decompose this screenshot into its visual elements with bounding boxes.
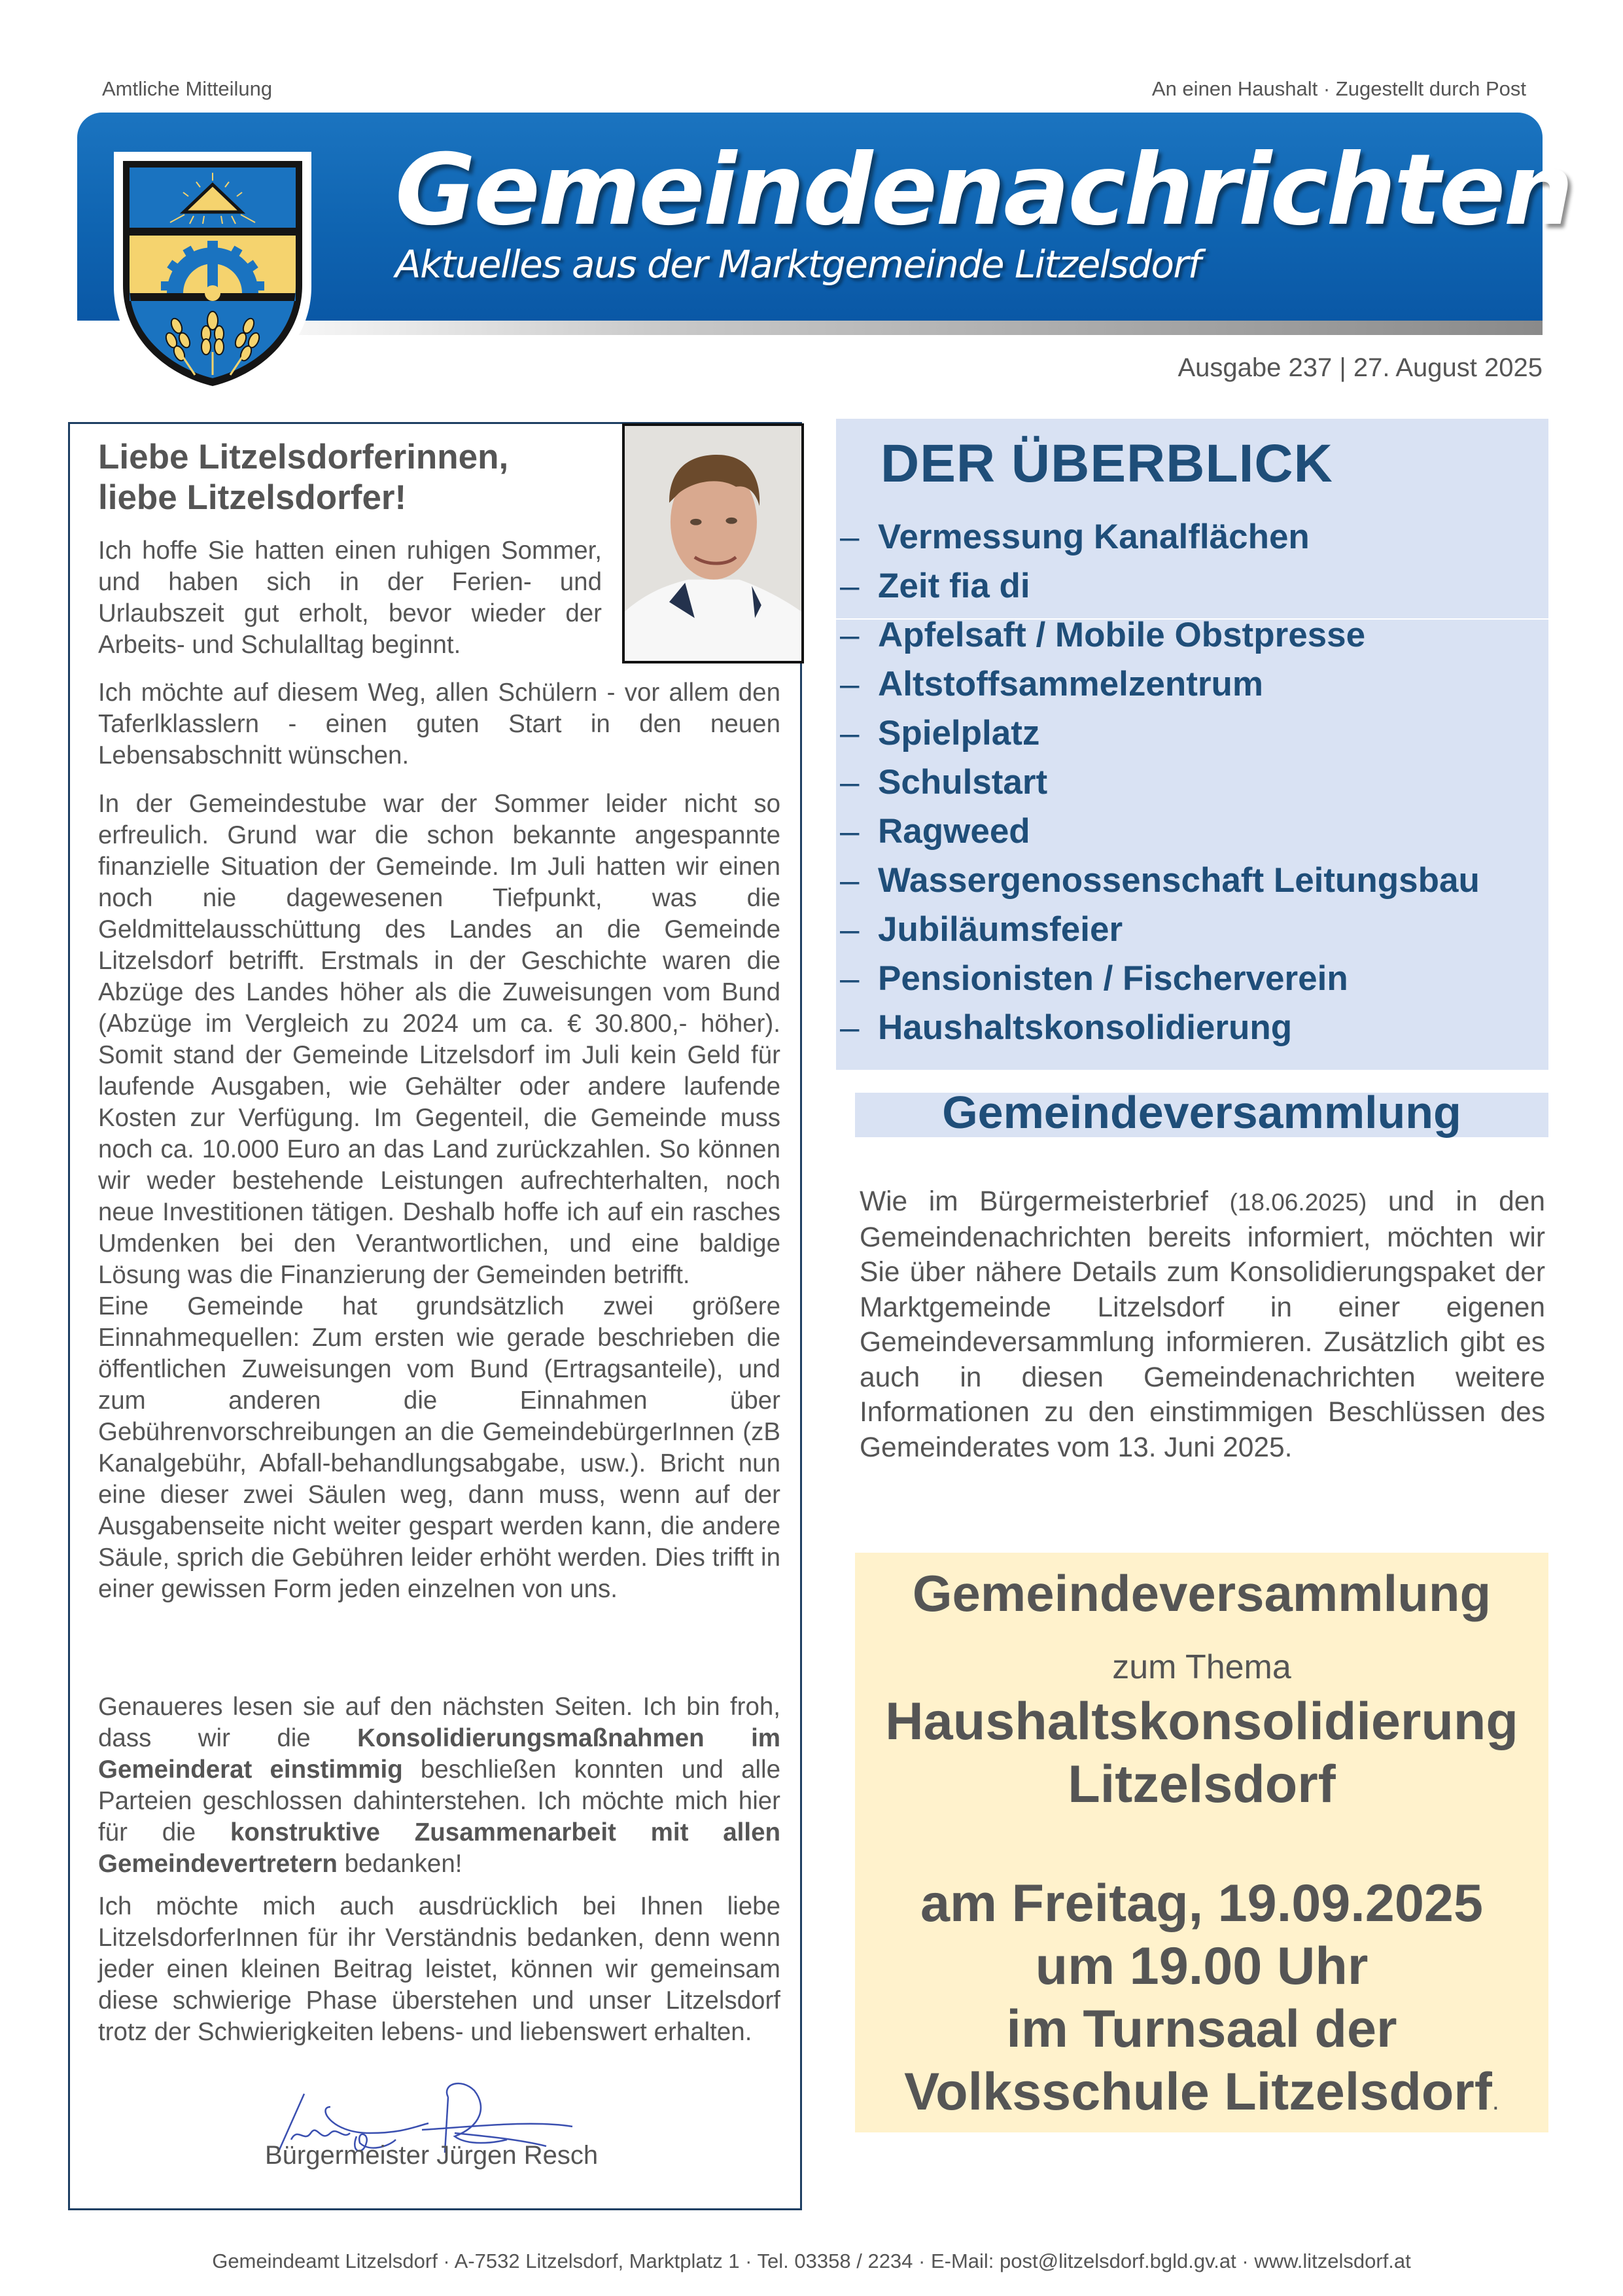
- letter-greeting: [98, 437, 608, 518]
- letter-paragraph-4: [98, 1691, 780, 1880]
- assembly-text: [860, 1184, 1545, 1465]
- p4-text-3: bedanken!: [337, 1850, 462, 1878]
- dash-bullet-icon: –: [840, 763, 860, 802]
- event-time: um 19.00 Uhr: [1035, 1937, 1369, 1996]
- overview-item: [840, 713, 1480, 762]
- delivery-note: An einen Haushalt · Zugestellt durch Post: [1151, 77, 1526, 100]
- event-topic-line-2: Litzelsdorf: [1068, 1755, 1336, 1814]
- dash-bullet-icon: –: [840, 665, 860, 703]
- footer-contact-line: Gemeindeamt Litzelsdorf · A-7532 Litzelsdorf, Marktplatz 1 · Tel. 03358 / 2234 · E-Mail: post@litzelsdorf.bgld.gv.at · www.litzelsdorf.at: [212, 2250, 1411, 2272]
- p4-text-2: beschließen konnten und alle Parteien geschlossen dahinterstehen. Ich möchte mich hier für die: [98, 1756, 781, 1846]
- overview-item: [840, 959, 1480, 1008]
- event-date: am Freitag, 19.09.2025: [920, 1874, 1484, 1933]
- overview-item-label: Pensionisten / Fischerverein: [878, 959, 1348, 998]
- overview-item: [840, 664, 1480, 713]
- overview-item-label: Altstoffsammelzentrum: [878, 665, 1263, 703]
- assembly-letter-date: (18.06.2025): [1229, 1189, 1367, 1216]
- overview-item: [840, 566, 1480, 615]
- overview-item: [840, 811, 1480, 860]
- assembly-text-a: Wie im Bürgermeisterbrief: [860, 1186, 1230, 1217]
- coat-of-arms-icon: [111, 149, 314, 398]
- newsletter-title: Gemeindenachrichten: [395, 133, 1572, 247]
- dash-bullet-icon: –: [840, 518, 860, 556]
- overview-list: [840, 517, 1480, 1057]
- event-announcement: [855, 1553, 1548, 2132]
- assembly-text-b: und in den Gemeindenachrichten bereits informiert, möchten wir Sie über nähere Details zum Konsolidierungspaket der Marktgemeinde Litzelsdorf in einer eigenen Gemeindeversammlung informieren. Zusätzlich gibt es auch in diesen Gemeindenachrichten weitere Informationen zu den einstimmigen Beschlüssen des Gemeinderates vom 13. Juni 2025.: [860, 1186, 1545, 1463]
- dash-bullet-icon: –: [840, 616, 860, 654]
- event-place-period: .: [1492, 2087, 1499, 2115]
- letter-paragraph-3a: In der Gemeindestube war der Sommer leider nicht so erfreulich. Grund war die schon bekannte angespannte finanzielle Situation der Gemeinde. Im Juli hatten wir einen noch nie dagewesenen Tiefpunkt, was die Geldmittelausschüttung des Landes an die Gemeinde Litzelsdorf betrifft. Erstmals in der Geschichte waren die Abzüge des Landes höher als die Zuweisungen vom Bund (Abzüge im Vergleich zu 2024 um ca. € 30.800,- höher). Somit stand der Gemeinde Litzelsdorf im Juli kein Geld für laufende Ausgaben, wie Gehälter oder andere laufende Kosten zur Verfügung. Im Gegenteil, die Gemeinde muss noch ca. 10.000 Euro an das Land zurückzahlen. So können wir weder bestehende Leistungen aufrechterhalten, noch neue Investitionen tätigen. Deshalb hoffe ich auf ein rasches Umdenken bei den Verantwortlichen, und eine baldige Lösung was die Finanzierung der Gemeinden betrifft.: [98, 790, 780, 1289]
- dash-bullet-icon: –: [840, 1008, 860, 1047]
- overview-item-label: Apfelsaft / Mobile Obstpresse: [878, 616, 1366, 654]
- overview-item-label: Vermessung Kanalflächen: [878, 518, 1310, 556]
- mayor-name-title: Bürgermeister Jürgen Resch: [265, 2141, 599, 2170]
- overview-title: DER ÜBERBLICK: [881, 434, 1333, 493]
- overview-item: [840, 615, 1480, 664]
- letter-paragraph-2: Ich möchte auf diesem Weg, allen Schülern - vor allem den Taferlklasslern - einen guten Start in den neuen Lebensabschnitt wünschen.: [98, 679, 780, 769]
- event-topic-intro: zum Thema: [1112, 1648, 1291, 1686]
- overview-item-label: Haushaltskonsolidierung: [878, 1008, 1293, 1047]
- dash-bullet-icon: –: [840, 567, 860, 605]
- overview-item: [840, 860, 1480, 910]
- mayor-portrait-photo: [622, 423, 804, 663]
- dash-bullet-icon: –: [840, 861, 860, 900]
- p4-bold-2: konstruktive Zusammenarbeit mit allen Gemeindevertretern: [98, 1818, 780, 1878]
- overview-item-label: Zeit fia di: [878, 567, 1030, 605]
- newsletter-subtitle: Aktuelles aus der Marktgemeinde Litzelsdorf: [395, 242, 1200, 287]
- overview-item-label: Wassergenossenschaft Leitungsbau: [878, 861, 1480, 900]
- letter-paragraph-1: Ich hoffe Sie hatten einen ruhigen Sommer, und haben sich in der Ferien- und Urlaubszeit gut erholt, bevor wieder der Arbeits- und Schulalltag beginnt.: [98, 537, 602, 659]
- p4-bold-1: Konsolidierungsmaßnahmen im Gemeinderat einstimmig: [98, 1724, 780, 1784]
- event-place-line-2: [855, 2060, 1548, 2132]
- issue-number-date: Ausgabe 237 | 27. August 2025: [1178, 353, 1543, 382]
- overview-item: [840, 910, 1480, 959]
- assembly-heading: Gemeindeversammlung: [942, 1087, 1461, 1138]
- overview-item-label: Jubiläumsfeier: [878, 910, 1123, 949]
- overview-item: [840, 517, 1480, 566]
- letter-paragraph-3: [98, 788, 780, 1605]
- overview-item-label: Schulstart: [878, 763, 1048, 802]
- overview-item: [840, 1008, 1480, 1057]
- event-place-name: Volksschule Litzelsdorf: [904, 2062, 1492, 2121]
- event-place-line-1: im Turnsaal der: [1006, 2000, 1397, 2058]
- dash-bullet-icon: –: [840, 910, 860, 949]
- dash-bullet-icon: –: [840, 714, 860, 752]
- greeting-line-1: Liebe Litzelsdorferinnen,: [98, 438, 509, 476]
- p4-text-1: Genaueres lesen sie auf den nächsten Seiten. Ich bin froh, dass wir die: [98, 1693, 780, 1752]
- letter-paragraph-5: Ich möchte mich auch ausdrücklich bei Ihnen liebe LitzelsdorferInnen für ihr Verständnis bedanken, denn wenn jeder einen kleinen Beitrag leistet, können wir gemeinsam diese schwierige Phase überstehen und unser Litzelsdorf trotz der Schwierigkeiten lebens- und liebenswert erhalten.: [98, 1892, 780, 2046]
- overview-item-label: Ragweed: [878, 812, 1030, 851]
- overview-item-label: Spielplatz: [878, 714, 1040, 752]
- dash-bullet-icon: –: [840, 959, 860, 998]
- dash-bullet-icon: –: [840, 812, 860, 851]
- overview-item: [840, 762, 1480, 811]
- greeting-line-2: liebe Litzelsdorfer!: [98, 478, 407, 517]
- event-topic-line-1: Haushaltskonsolidierung: [885, 1692, 1518, 1751]
- event-title: Gemeindeversammlung: [912, 1564, 1492, 1622]
- letter-paragraph-3b: Eine Gemeinde hat grundsätzlich zwei größere Einnahmequellen: Zum ersten wie gerade beschrieben die öffentlichen Zuweisungen vom Bund (Ertragsanteile), und zum anderen die Einnahmen über Gebührenvorschreibungen an die GemeindebürgerInnen (zB Kanalgebühr, Abfall-behandlungsabgabe, usw.). Bricht nun eine dieser zwei Säulen weg, dann muss, wenn auf der Ausgabenseite nicht weiter gespart werden kann, die andere Säule, sprich die Gebühren leider erhöht werden. Dies trifft in einer gewissen Form jeden einzelnen von uns.: [98, 1292, 780, 1603]
- official-notice-label: Amtliche Mitteilung: [102, 77, 273, 100]
